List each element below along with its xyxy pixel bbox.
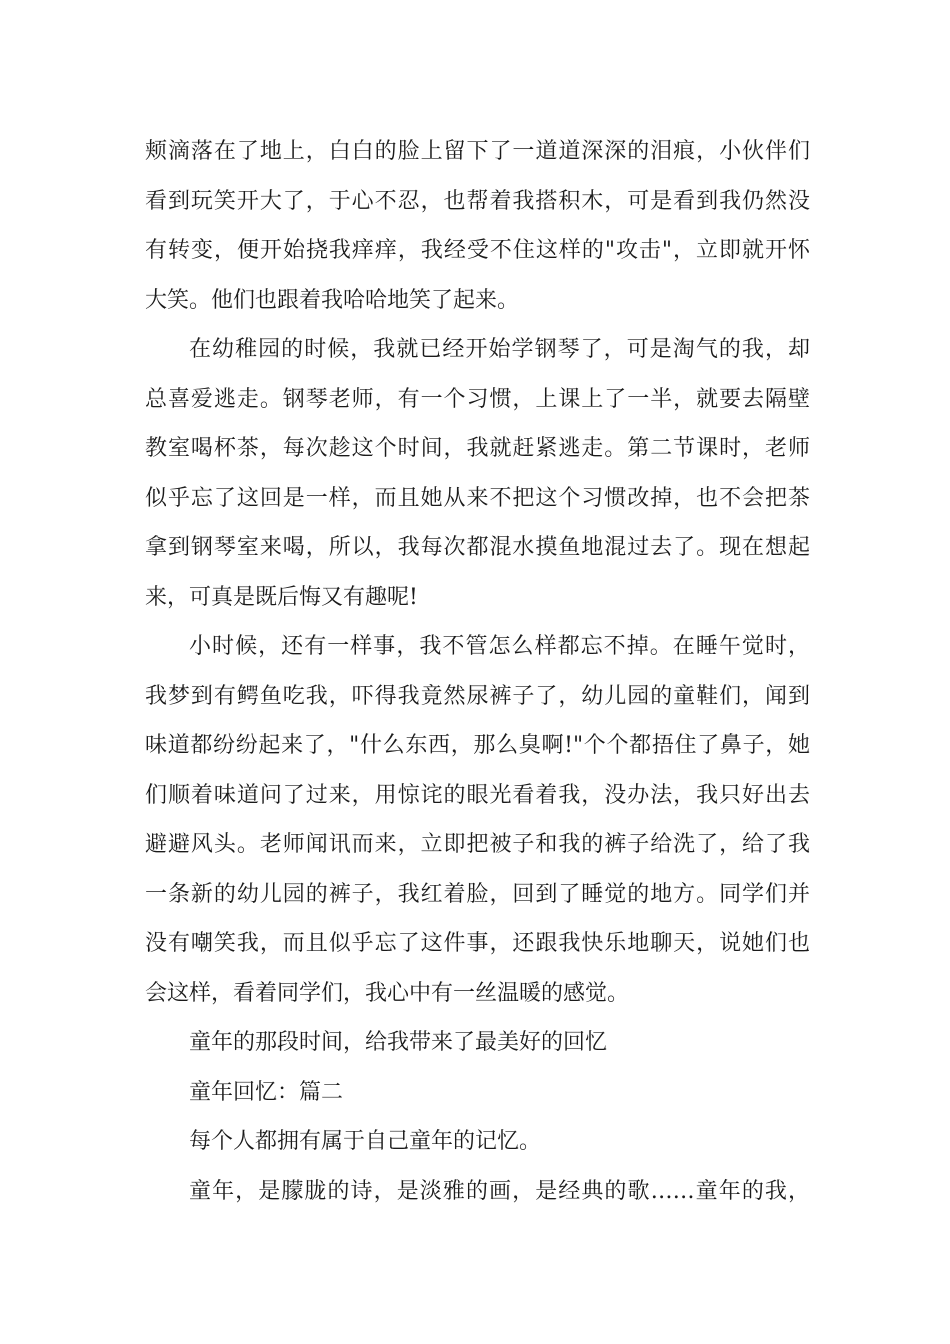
text-line: 有转变，便开始挠我痒痒，我经受不住这样的"攻击"，立即就开怀 [145,238,810,263]
text-line: 避避风头。老师闻讯而来，立即把被子和我的裤子给洗了，给了我 [145,832,810,857]
text-line: 在幼稚园的时候，我就已经开始学钢琴了，可是淘气的我，却 [189,337,810,362]
text-line: 颊滴落在了地上，白白的脸上留下了一道道深深的泪痕，小伙伴们 [145,139,810,164]
text-line: 童年的那段时间，给我带来了最美好的回忆 [189,1030,608,1055]
text-line: 大笑。他们也跟着我哈哈地笑了起来。 [145,287,520,313]
text-line: 总喜爱逃走。钢琴老师，有一个习惯，上课上了一半，就要去隔壁 [145,386,810,412]
text-line: 小时候，还有一样事，我不管怎么样都忘不掉。在睡午觉时， [189,634,810,659]
text-line: 我梦到有鳄鱼吃我，吓得我竟然尿裤子了，幼儿园的童鞋们，闻到 [145,683,810,709]
body-text [145,127,810,1216]
text-line: 看到玩笑开大了，于心不忍，也帮着我搭积木，可是看到我仍然没 [145,188,810,214]
text-line: 每个人都拥有属于自己童年的记忆。 [189,1129,542,1154]
text-line: 拿到钢琴室来喝，所以，我每次都混水摸鱼地混过去了。现在想起 [145,535,810,560]
text-line: 童年，是朦胧的诗，是淡雅的画，是经典的歌……童年的我， [189,1178,810,1204]
text-line: 教室喝杯茶，每次趁这个时间，我就赶紧逃走。第二节课时，老师 [145,436,810,461]
text-line: 来，可真是既后悔又有趣呢! [145,584,418,610]
text-line: 们顺着味道问了过来，用惊诧的眼光看着我，没办法，我只好出去 [145,782,810,808]
text-line: 似乎忘了这回是一样，而且她从来不把这个习惯改掉，也不会把茶 [145,485,810,511]
text-line: 没有嘲笑我，而且似乎忘了这件事，还跟我快乐地聊天，说她们也 [145,931,810,956]
text-line: 一条新的幼儿园的裤子，我红着脸，回到了睡觉的地方。同学们并 [145,881,810,907]
text-line: 味道都纷纷起来了，"什么东西，那么臭啊!"个个都捂住了鼻子，她 [145,733,810,758]
text-line: 童年回忆：篇二 [189,1079,344,1105]
text-line: 会这样，看着同学们，我心中有一丝温暖的感觉。 [145,980,630,1006]
